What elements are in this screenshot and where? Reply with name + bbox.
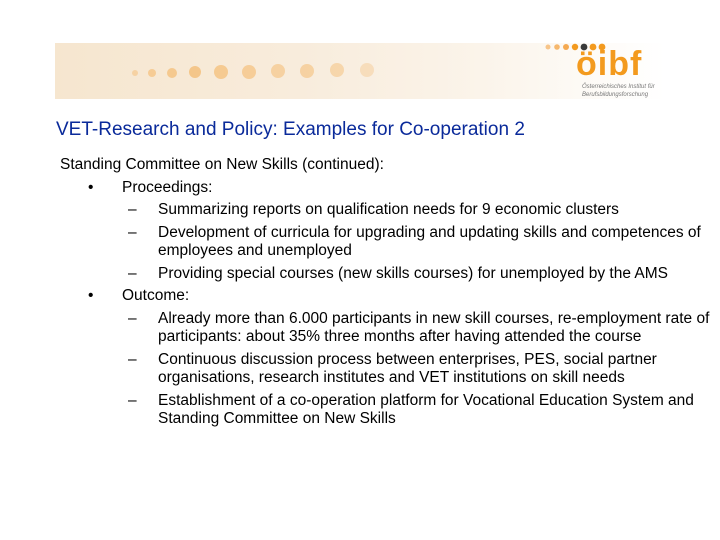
sub-item — [60, 265, 715, 284]
logo-wordmark: öibf — [576, 45, 643, 83]
bullet-outcome — [60, 287, 715, 306]
bullet-label: Proceedings: — [122, 178, 213, 196]
dash-marker: – — [128, 223, 137, 241]
slide-content — [60, 156, 715, 429]
logo-subtitle: Österreichisches Institut für Berufsbildungsforschung — [582, 84, 655, 98]
sub-item — [60, 310, 715, 347]
sub-item-text: Already more than 6.000 participants in new skill courses, re-employment rate of participants: about 35% three months after having attended the course — [158, 309, 710, 345]
bullet-label: Outcome: — [122, 287, 190, 304]
sub-item — [60, 201, 715, 220]
dash-marker: – — [128, 264, 137, 282]
dash-marker: – — [128, 201, 137, 218]
sub-item — [60, 351, 715, 388]
intro-line: Standing Committee on New Skills (continued): — [60, 156, 384, 173]
dash-marker: – — [128, 391, 137, 409]
sub-item — [60, 224, 715, 261]
oibf-logo — [538, 40, 678, 104]
bullet-proceedings — [60, 179, 715, 198]
sub-item — [60, 392, 715, 429]
sub-item-text: Providing special courses (new skills courses) for unemployed by the AMS — [158, 264, 669, 282]
sub-item-text: Continuous discussion process between enterprises, PES, social partner organisations, research institutes and VET institutions on skill needs — [158, 350, 657, 386]
bullet-marker: • — [88, 287, 94, 304]
sub-item-text: Development of curricula for upgrading and updating skills and competences of employees and unemployed — [158, 223, 701, 259]
bullet-marker: • — [88, 178, 94, 196]
slide-title: VET-Research and Policy: Examples for Co-operation 2 — [56, 119, 525, 140]
dash-marker: – — [128, 309, 137, 327]
sub-item-text: Summarizing reports on qualification needs for 9 economic clusters — [158, 201, 619, 218]
sub-item-text: Establishment of a co-operation platform for Vocational Education System and Standing Committee on New Skills — [158, 391, 694, 427]
dash-marker: – — [128, 350, 137, 368]
